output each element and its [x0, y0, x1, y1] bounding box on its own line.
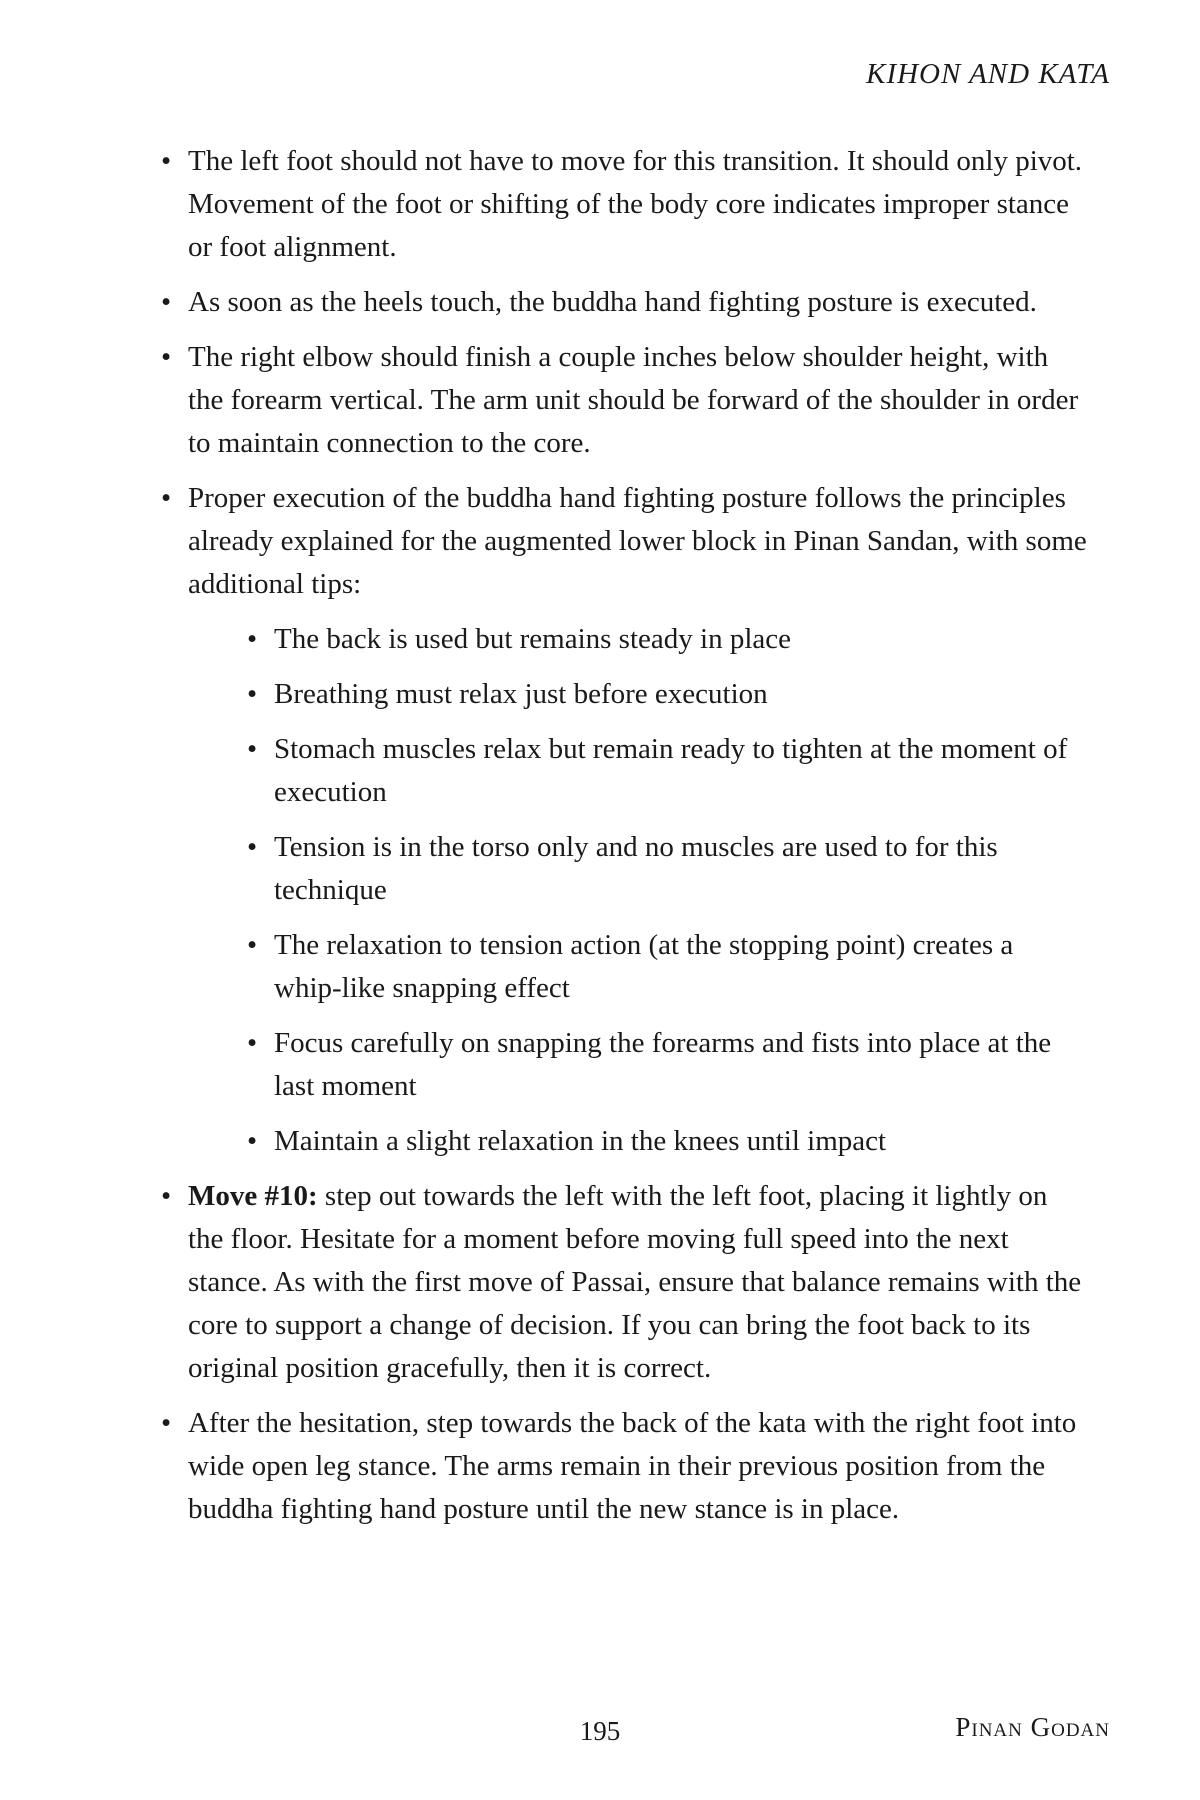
list-item-with-sublist — [158, 477, 1088, 1163]
sub-list-item: • Breathing must relax just before execution — [244, 673, 1088, 716]
sub-list-item: • Focus carefully on snapping the forearms and fists into place at the last moment — [244, 1022, 1088, 1108]
page-number: 195 — [579, 1716, 621, 1746]
running-header: KIHON AND KATA — [866, 58, 1110, 90]
sub-list-item: • The back is used but remains steady in place — [244, 618, 1088, 661]
move-text: step out towards the left with the left foot, placing it lightly on the floor. Hesitate for a moment before moving full speed into the next stance. As with the first move of Passai, ensure that balance remains with the core to support a change of decision. If you can bring the foot back to its original position gracefully, then it is correct. — [188, 1180, 1082, 1384]
page-body — [158, 140, 1088, 1543]
list-item: • The left foot should not have to move for this transition. It should only pivot. Movement of the foot or shifting of the body core indicates improper stance or foot alignment. — [158, 140, 1088, 269]
sub-list-item: • The relaxation to tension action (at the stopping point) creates a whip-like snapping effect — [244, 924, 1088, 1010]
running-footer: Pinan Godan — [955, 1712, 1110, 1742]
list-item-text: Proper execution of the buddha hand fighting posture follows the principles already explained for the augmented lower block in Pinan Sandan, with some additional tips: — [188, 482, 1087, 600]
sub-list-item: • Tension is in the torso only and no muscles are used to for this technique — [244, 826, 1088, 912]
sub-list-item: • Maintain a slight relaxation in the knees until impact — [244, 1120, 1088, 1163]
sub-bullet-list — [188, 618, 1088, 1163]
list-item: • As soon as the heels touch, the buddha hand fighting posture is executed. — [158, 281, 1088, 324]
move-label: Move #10: — [188, 1180, 318, 1212]
list-item: • After the hesitation, step towards the back of the kata with the right foot into wide open leg stance. The arms remain in their previous position from the buddha fighting hand posture until the new stance is in place. — [158, 1402, 1088, 1531]
bullet-list — [158, 140, 1088, 1531]
list-item: • The right elbow should finish a couple inches below shoulder height, with the forearm vertical. The arm unit should be forward of the shoulder in order to maintain connection to the core. — [158, 336, 1088, 465]
list-item-move-10 — [158, 1175, 1088, 1390]
sub-list-item: • Stomach muscles relax but remain ready to tighten at the moment of execution — [244, 728, 1088, 814]
